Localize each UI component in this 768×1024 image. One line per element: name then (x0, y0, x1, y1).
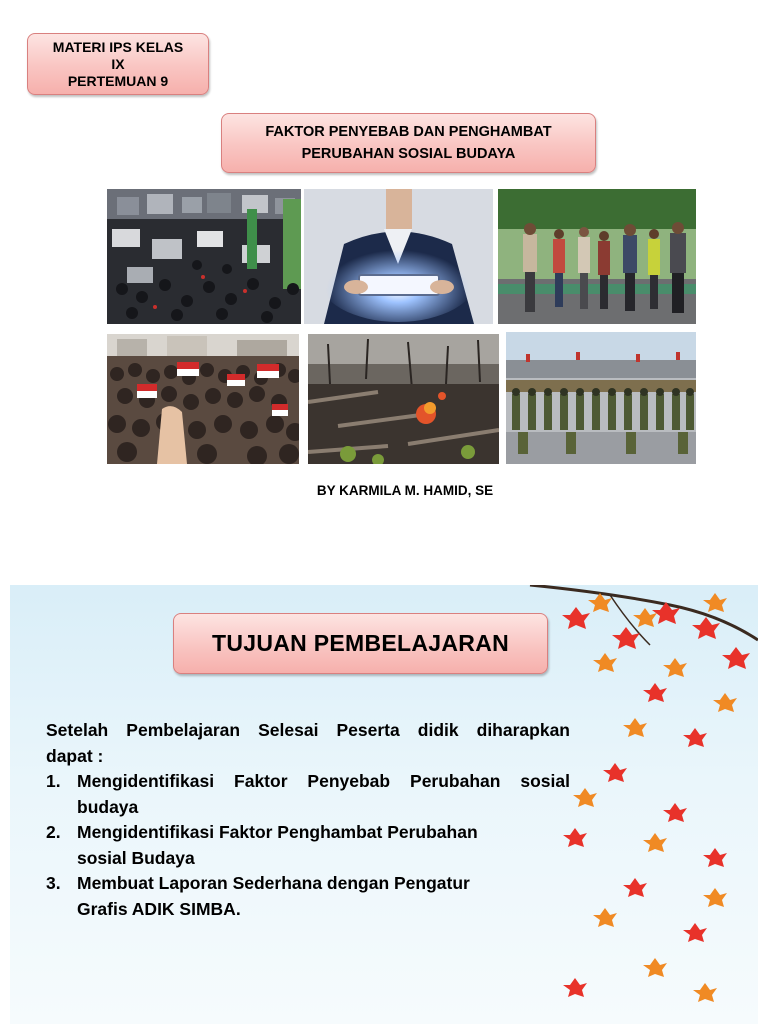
objectives-heading-box (173, 613, 548, 674)
objectives-intro-line-1: Setelah Pembelajaran Selesai Peserta didik diharapkan (46, 720, 570, 740)
cover-title-line-2: PERUBAHAN SOSIAL BUDAYA (301, 146, 516, 162)
businessman-tablet-photo (304, 189, 493, 324)
objective-3-line-1: Membuat Laporan Sederhana dengan Pengatur (77, 873, 470, 893)
objective-item-3 (46, 871, 570, 922)
traffic-jam-photo (107, 189, 301, 324)
class-info-line-1: MATERI IPS KELAS (52, 38, 184, 55)
cover-title-line-1: FAKTOR PENYEBAB DAN PENGHAMBAT (265, 124, 552, 140)
objective-1-line-2: budaya (77, 796, 139, 817)
objectives-body (46, 718, 570, 922)
objectives-heading: TUJUAN PEMBELAJARAN (211, 630, 510, 656)
slide-learning-objectives (10, 585, 758, 1024)
objective-item-1 (46, 769, 570, 820)
objective-2-line-1: Mengidentifikasi Faktor Penghambat Perubahan (77, 822, 478, 842)
objective-number-1: 1. (46, 771, 61, 791)
objective-number-2: 2. (46, 822, 61, 842)
objective-3-line-2: Grafis ADIK SIMBA. (77, 898, 241, 919)
class-info-line-2: IX (111, 55, 125, 72)
burned-forest-photo (308, 334, 499, 464)
objective-2-line-2: sosial Budaya (77, 847, 195, 868)
class-info-line-3: PERTEMUAN 9 (67, 72, 169, 89)
class-info-box (27, 33, 209, 95)
objective-item-2 (46, 820, 570, 871)
cover-title-box (221, 113, 596, 173)
objectives-intro-line-2: dapat : (46, 745, 104, 766)
military-parade-photo (506, 332, 696, 464)
objective-number-3: 3. (46, 873, 61, 893)
author-byline: BY KARMILA M. HAMID, SE (316, 483, 494, 498)
objective-1-line-1: Mengidentifikasi Faktor Penyebab Perubahan sosial (77, 771, 570, 791)
flag-crowd-photo (107, 334, 299, 464)
street-protest-photo (498, 189, 696, 324)
